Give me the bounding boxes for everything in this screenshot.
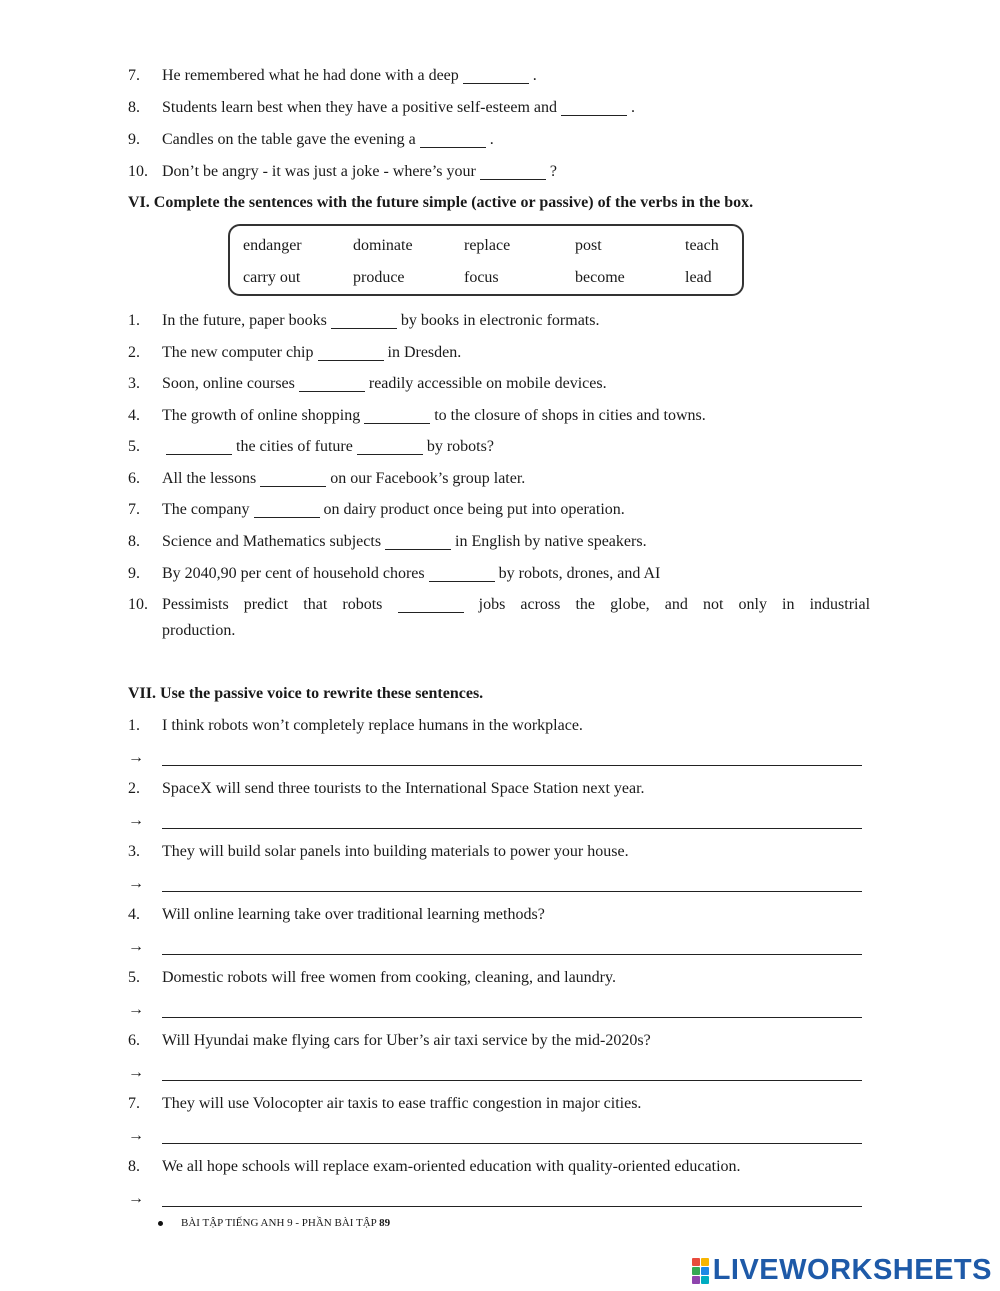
verb-word: carry out [243, 269, 301, 286]
question-number: 10. [128, 163, 148, 180]
question-number: 1. [128, 312, 140, 329]
question-number: 7. [128, 67, 140, 84]
answer-line[interactable] [162, 808, 862, 829]
section-vi-heading: VI. Complete the sentences with the future simple (active or passive) of the verbs in the box. [128, 194, 754, 211]
question-number: 10. [128, 596, 148, 613]
question-number: 5. [128, 969, 140, 986]
verb-word: teach [685, 237, 719, 254]
logo-mark-icon [692, 1258, 709, 1284]
question-text: Soon, online courses [162, 375, 295, 392]
section-vii-heading: VII. Use the passive voice to rewrite these sentences. [128, 685, 484, 702]
arrow-icon: → [128, 1064, 144, 1081]
question-number: 4. [128, 906, 140, 923]
question-number: 7. [128, 1095, 140, 1112]
page-number: 89 [379, 1217, 391, 1229]
question-text: They will build solar panels into building materials to power your house. [162, 843, 629, 860]
question-number: 7. [128, 501, 140, 518]
answer-blank[interactable] [480, 165, 546, 180]
question-text: the cities of future [236, 438, 353, 455]
verb-box [228, 224, 744, 296]
question-number: 9. [128, 131, 140, 148]
answer-blank[interactable] [166, 440, 232, 455]
question-text: Don’t be angry - it was just a joke - where’s your [162, 163, 476, 180]
question-number: 8. [128, 99, 140, 116]
answer-blank[interactable] [364, 409, 430, 424]
verb-word: produce [353, 269, 405, 286]
question-text: By 2040,90 per cent of household chores [162, 565, 425, 582]
answer-line[interactable] [162, 1186, 862, 1207]
verb-word: become [575, 269, 625, 286]
answer-blank[interactable] [398, 598, 464, 613]
answer-blank[interactable] [561, 101, 627, 116]
question-number: 2. [128, 780, 140, 797]
arrow-icon: → [128, 812, 144, 829]
question-text: Will online learning take over traditional learning methods? [162, 906, 545, 923]
answer-blank[interactable] [331, 314, 397, 329]
answer-line[interactable] [162, 934, 862, 955]
verb-word: focus [464, 269, 499, 286]
question-text: I think robots won’t completely replace humans in the workplace. [162, 717, 583, 734]
question-number: 8. [128, 533, 140, 550]
answer-line[interactable] [162, 871, 862, 892]
question-number: 4. [128, 407, 140, 424]
question-text: They will use Volocopter air taxis to ease traffic congestion in major cities. [162, 1095, 642, 1112]
answer-line[interactable] [162, 745, 862, 766]
question-number: 2. [128, 344, 140, 361]
question-text: The new computer chip [162, 344, 314, 361]
question-text: Domestic robots will free women from cooking, cleaning, and laundry. [162, 969, 616, 986]
question-number: 9. [128, 565, 140, 582]
question-text: production. [162, 622, 236, 639]
answer-line[interactable] [162, 1060, 862, 1081]
answer-blank[interactable] [357, 440, 423, 455]
question-number: 8. [128, 1158, 140, 1175]
question-text: Candles on the table gave the evening a [162, 131, 416, 148]
footer-label: BÀI TẬP TIẾNG ANH 9 - PHẦN BÀI TẬP [181, 1217, 377, 1229]
question-text: Will Hyundai make flying cars for Uber’s air taxi service by the mid-2020s? [162, 1032, 651, 1049]
verb-word: endanger [243, 237, 302, 254]
question-text: SpaceX will send three tourists to the International Space Station next year. [162, 780, 645, 797]
question-text: The company [162, 501, 250, 518]
question-number: 3. [128, 375, 140, 392]
liveworksheets-logo [692, 1254, 992, 1287]
arrow-icon: → [128, 1190, 144, 1207]
question-text: He remembered what he had done with a deep [162, 67, 459, 84]
question-number: 6. [128, 1032, 140, 1049]
arrow-icon: → [128, 875, 144, 892]
question-text: In the future, paper books [162, 312, 327, 329]
question-number: 1. [128, 717, 140, 734]
question-text: The growth of online shopping [162, 407, 361, 424]
answer-line[interactable] [162, 1123, 862, 1144]
question-number: 6. [128, 470, 140, 487]
arrow-icon: → [128, 1127, 144, 1144]
question-text: Pessimists predict that robots [162, 596, 383, 613]
answer-blank[interactable] [260, 472, 326, 487]
answer-blank[interactable] [385, 535, 451, 550]
answer-blank[interactable] [254, 503, 320, 518]
question-text: All the lessons [162, 470, 257, 487]
answer-blank[interactable] [299, 377, 365, 392]
question-text: Students learn best when they have a positive self-esteem and [162, 99, 557, 116]
arrow-icon: → [128, 749, 144, 766]
answer-blank[interactable] [318, 346, 384, 361]
answer-line[interactable] [162, 997, 862, 1018]
question-number: 5. [128, 438, 140, 455]
verb-word: replace [464, 237, 511, 254]
question-text: We all hope schools will replace exam-oriented education with quality-oriented education. [162, 1158, 741, 1175]
answer-blank[interactable] [429, 567, 495, 582]
answer-blank[interactable] [463, 69, 529, 84]
arrow-icon: → [128, 938, 144, 955]
verb-word: dominate [353, 237, 413, 254]
arrow-icon: → [128, 1001, 144, 1018]
question-number: 3. [128, 843, 140, 860]
question-text: Science and Mathematics subjects [162, 533, 382, 550]
page-footer [158, 1216, 390, 1230]
logo-text: LIVEWORKSHEETS [712, 1254, 992, 1286]
verb-word: post [575, 237, 602, 254]
verb-word: lead [685, 269, 712, 286]
bullet-icon [158, 1221, 163, 1226]
answer-blank[interactable] [420, 133, 486, 148]
